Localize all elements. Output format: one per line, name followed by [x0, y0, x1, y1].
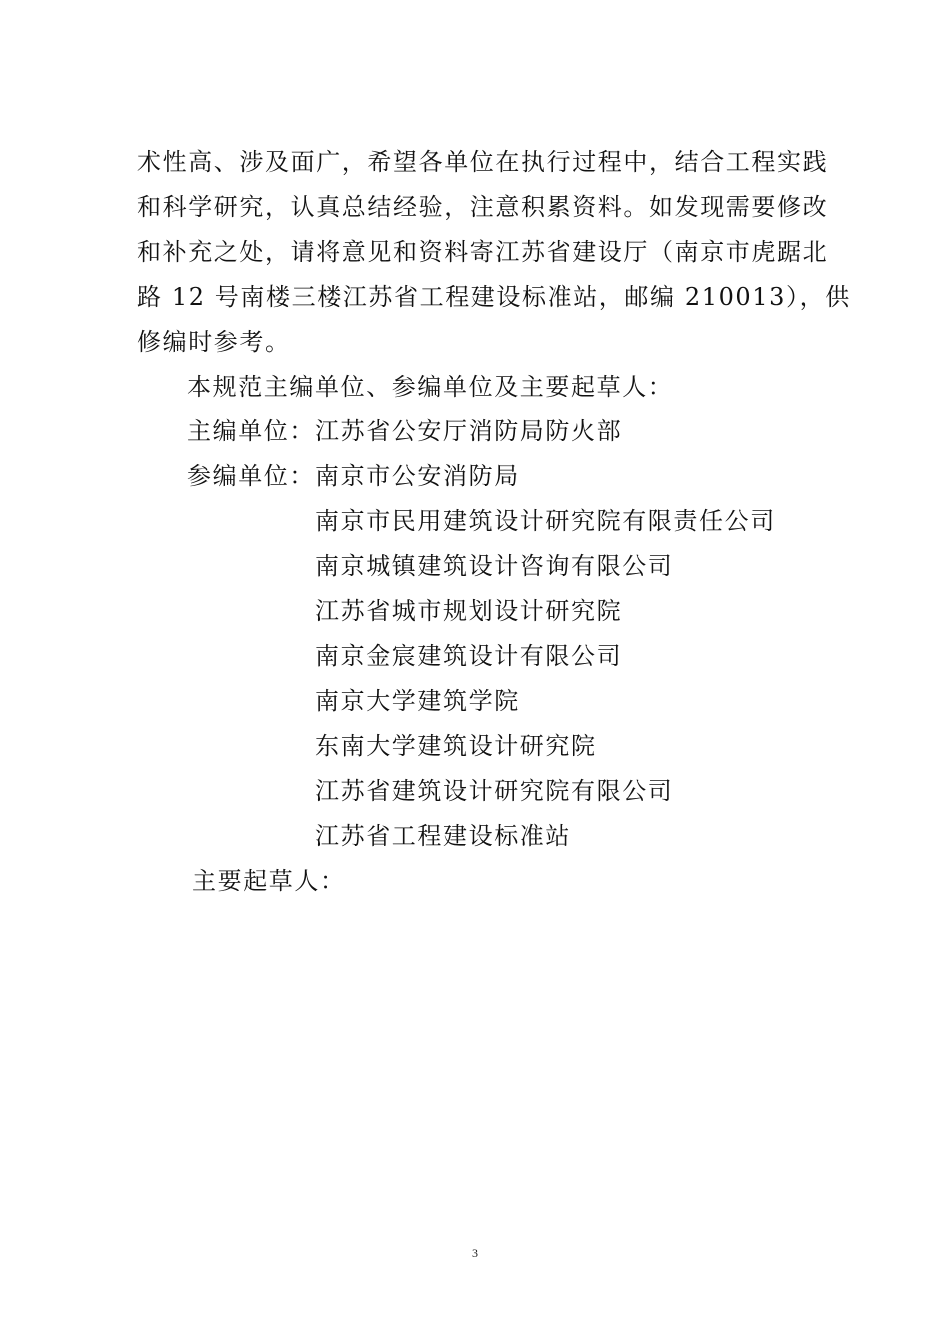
- participant-item: 南京金宸建筑设计有限公司: [315, 642, 623, 670]
- paragraph-line-5: 修编时参考。: [137, 328, 291, 356]
- participant-item: 南京市公安消防局: [315, 462, 520, 490]
- participant-item: 江苏省建筑设计研究院有限公司: [315, 777, 674, 805]
- paragraph-line-3: 和补充之处，请将意见和资料寄江苏省建设厅（南京市虎踞北: [137, 238, 829, 266]
- drafters-label: 主要起草人：: [192, 867, 346, 895]
- paragraph-line-2: 和科学研究，认真总结经验，注意积累资料。如发现需要修改: [137, 193, 829, 221]
- participant-item: 南京市民用建筑设计研究院有限责任公司: [315, 507, 776, 535]
- paragraph-line-4: 路 12 号南楼三楼江苏省工程建设标准站，邮编 210013），供: [137, 283, 851, 311]
- participant-item: 江苏省工程建设标准站: [315, 822, 571, 850]
- participant-item: 江苏省城市规划设计研究院: [315, 597, 623, 625]
- page-number: 3: [472, 1246, 478, 1260]
- participant-item: 东南大学建筑设计研究院: [315, 732, 597, 760]
- paragraph-line-1: 术性高、涉及面广，希望各单位在执行过程中，结合工程实践: [137, 148, 829, 176]
- participant-item: 南京大学建筑学院: [315, 687, 520, 715]
- participants-label: 参编单位：: [187, 462, 315, 490]
- chief-editor-label: 主编单位：: [187, 417, 315, 445]
- units-intro: 本规范主编单位、参编单位及主要起草人：: [187, 373, 674, 401]
- chief-editor-value: 江苏省公安厅消防局防火部: [315, 417, 623, 445]
- participant-item: 南京城镇建筑设计咨询有限公司: [315, 552, 674, 580]
